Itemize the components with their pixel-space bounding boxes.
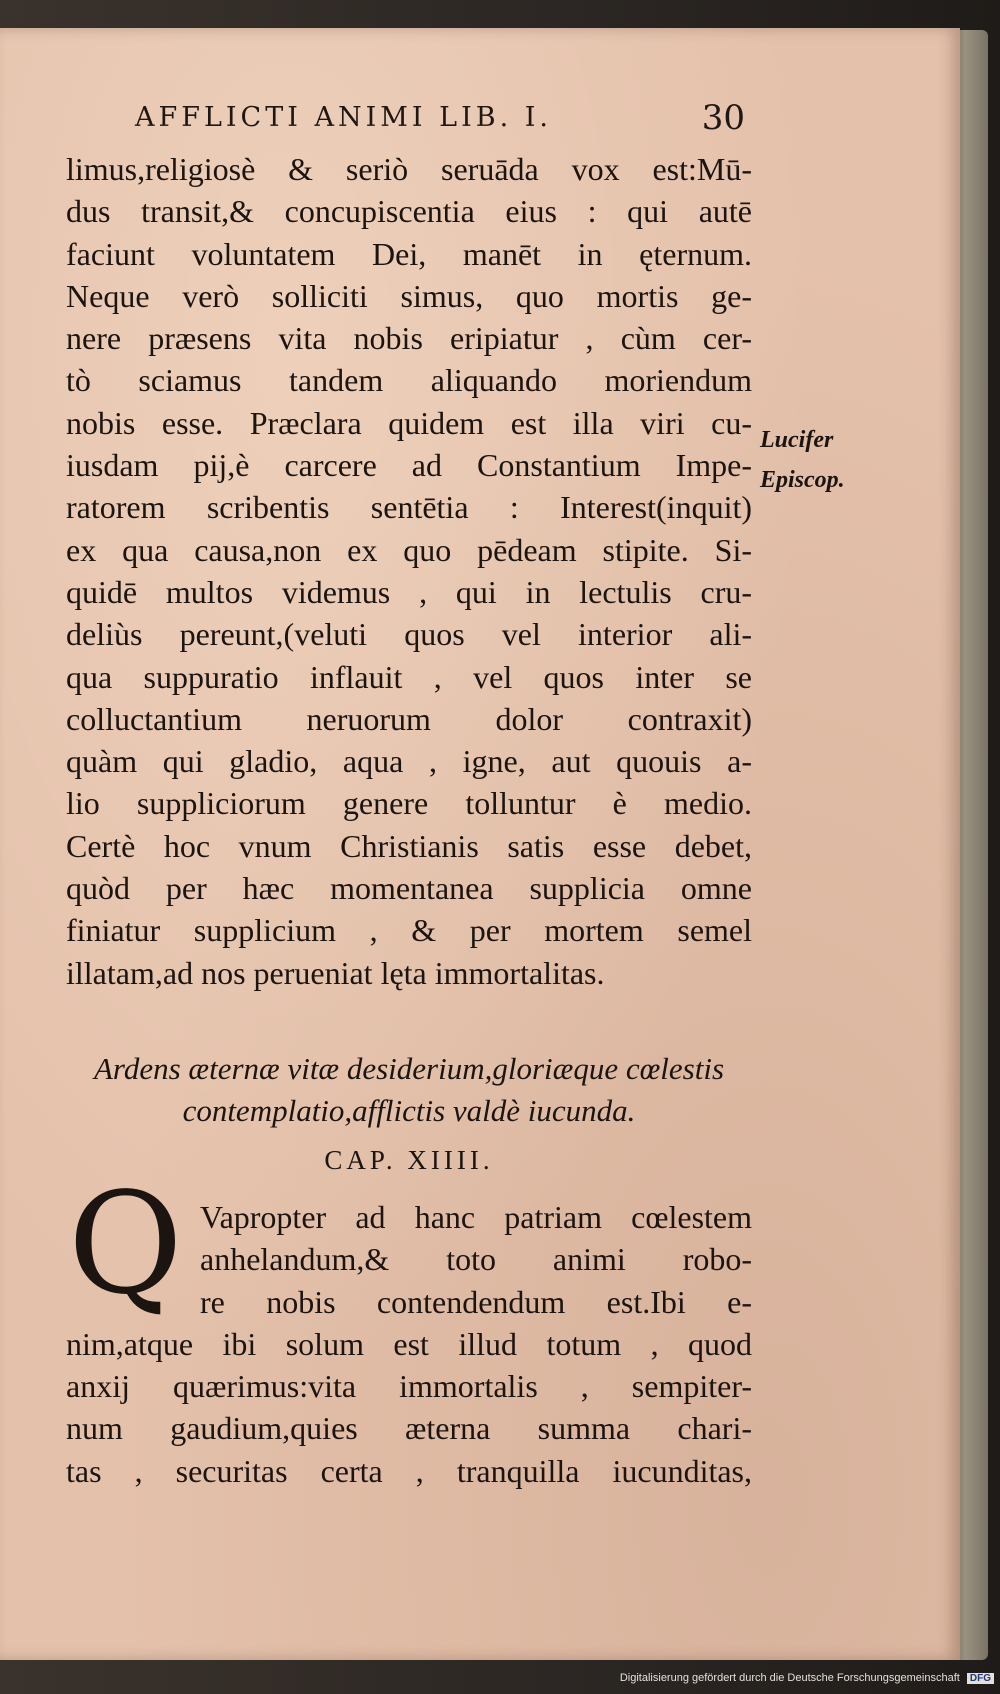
marginal-note-line: Episcop. <box>760 467 845 493</box>
running-head: AFFLICTI ANIMI LIB. I. <box>135 102 553 133</box>
text-line: re nobis contendendum est.Ibi e- <box>200 1283 752 1320</box>
drop-cap-initial: Q <box>68 1163 183 1326</box>
page-number: 30 <box>701 98 745 138</box>
text-line: iusdam pij,è carcere ad Constantium Impe- <box>66 447 752 484</box>
text-line: ex qua causa,non ex quo pēdeam stipite. Si- <box>66 531 752 568</box>
chapter-heading-line: contemplatio,afflictis valdè iucunda. <box>182 1093 636 1128</box>
digitization-credit <box>620 1672 994 1684</box>
text-line: nere præsens vita nobis eripiatur , cùm cer- <box>66 320 752 357</box>
text-line: anhelandum,& toto animi robo- <box>200 1241 752 1278</box>
text-line: nim,atque ibi solum est illud totum , quod <box>66 1325 752 1362</box>
text-line: qua suppuratio inflauit , vel quos inter se <box>66 658 752 695</box>
text-line: colluctantium neruorum dolor contraxit) <box>66 700 752 737</box>
text-line: quàm qui gladio, aqua , igne, aut quouis a- <box>66 743 752 780</box>
text-line: tò sciamus tandem aliquando moriendum <box>66 362 752 399</box>
text-line: Neque verò solliciti simus, quo mortis ge- <box>66 277 752 314</box>
text-line: nobis esse. Præclara quidem est illa viri cu- <box>66 404 752 441</box>
body-text-top <box>66 148 752 994</box>
text-line: faciunt voluntatem Dei, manēt in ęternum. <box>66 235 752 272</box>
text-line: finiatur supplicium , & per mortem semel <box>66 912 752 949</box>
text-line: Certè hoc vnum Christianis satis esse debet, <box>66 827 752 864</box>
text-line: illatam,ad nos perueniat lęta immortalitas. <box>66 954 605 991</box>
text-line: limus,religiosè & seriò seruāda vox est:Mū- <box>66 151 752 187</box>
marginal-note-line: Lucifer <box>760 427 834 453</box>
text-line: dus transit,& concupiscentia eius : qui autē <box>66 193 752 230</box>
text-line: lio suppliciorum genere tolluntur è medio. <box>66 785 752 822</box>
chapter-heading <box>66 1048 752 1132</box>
text-line: tas , securitas certa , tranquilla iucunditas, <box>66 1452 752 1489</box>
credit-text: Digitalisierung gefördert durch die Deutsche Forschungsgemeinschaft <box>619 1672 960 1684</box>
chapter-heading-line: Ardens æternæ vitæ desiderium,gloriæque cœlestis <box>93 1051 725 1086</box>
page-header <box>135 92 745 148</box>
text-line: deliùs pereunt,(veluti quos vel interior ali- <box>66 616 752 653</box>
text-line: num gaudium,quies æterna summa chari- <box>66 1410 752 1447</box>
text-line: Vapropter ad hanc patriam cœlestem <box>200 1199 752 1235</box>
dfg-logo: DFG <box>967 1673 994 1684</box>
marginal-note <box>760 420 845 500</box>
text-line: quidē multos videmus , qui in lectulis cru- <box>66 573 752 610</box>
text-line: quòd per hæc momentanea supplicia omne <box>66 870 752 907</box>
chapter-number: CAP. XIIII. <box>324 1145 494 1175</box>
text-line: ratorem scribentis sentētia : Interest(inquit) <box>66 489 752 526</box>
text-line: anxij quærimus:vita immortalis , sempiter- <box>66 1368 752 1405</box>
body-text-bottom <box>66 1196 752 1492</box>
